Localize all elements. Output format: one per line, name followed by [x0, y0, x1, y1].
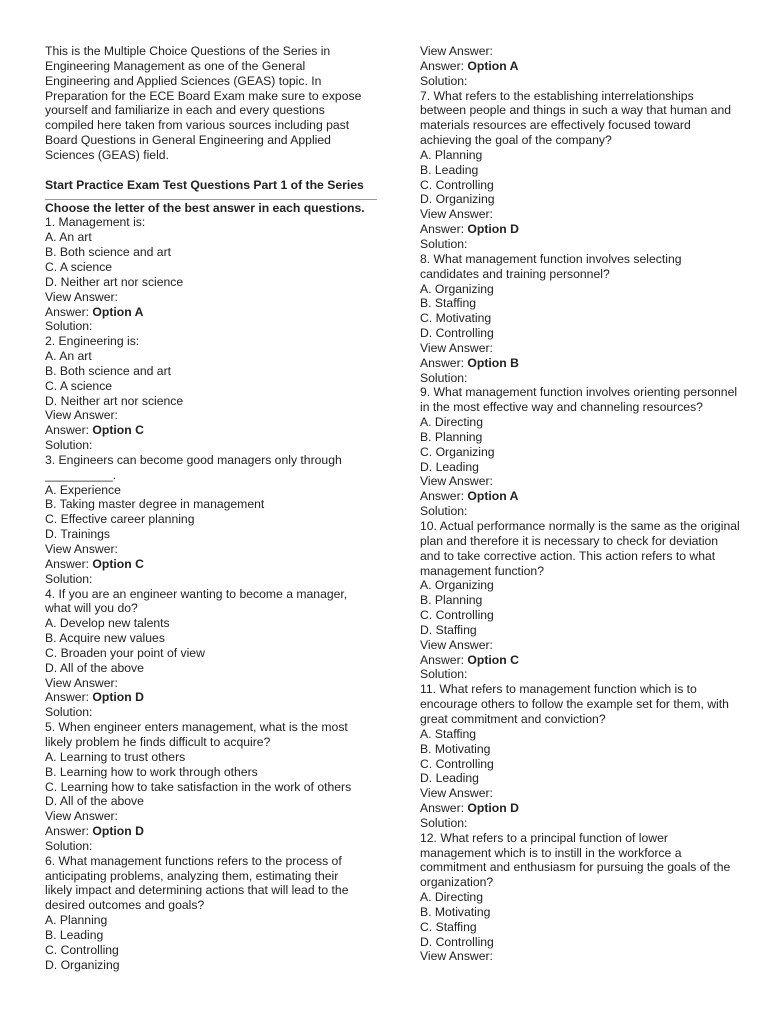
question-block [420, 831, 752, 965]
answer-line [45, 305, 377, 320]
answer-prefix: Answer: [420, 222, 468, 237]
left-column [45, 44, 377, 972]
answer-choice: B. Motivating [420, 741, 491, 756]
answer-choice: B. Leading [420, 162, 479, 177]
question-text: 8. What management function involves selecting [420, 251, 682, 266]
answer-line [45, 690, 377, 705]
answer-choice: D. Leading [420, 771, 479, 786]
view-answer-link[interactable]: View Answer: [45, 408, 118, 423]
view-answer-link[interactable]: View Answer: [420, 637, 493, 652]
answer-line [420, 489, 752, 504]
answer-option: Option D [92, 690, 144, 705]
solution-label: Solution: [45, 705, 93, 720]
answer-prefix: Answer: [420, 58, 468, 73]
solution-label: Solution: [45, 319, 93, 334]
question-text: management function? [420, 563, 544, 578]
view-answer-link[interactable]: View Answer: [45, 289, 118, 304]
answer-prefix: Answer: [45, 304, 93, 319]
question-block [45, 587, 377, 721]
answer-option: Option C [467, 652, 519, 667]
question-text: 12. What refers to a principal function of lower [420, 830, 668, 845]
question-text: 6. What management functions refers to the process of [45, 853, 342, 868]
intro-line: Engineering and Applied Sciences (GEAS) topic. In [45, 73, 322, 88]
answer-option: Option D [467, 801, 519, 816]
question-text: 2. Engineering is: [45, 334, 140, 349]
intro-line: Preparation for the ECE Board Exam make sure to expose [45, 88, 362, 103]
answer-choice: A. Develop new talents [45, 616, 170, 631]
answer-prefix: Answer: [45, 423, 93, 438]
answer-choice: C. Organizing [420, 444, 495, 459]
question-text: plan and therefore it is necessary to check for deviation [420, 533, 719, 548]
answer-option: Option C [92, 556, 144, 571]
answer-choice: C. Controlling [420, 608, 494, 623]
answer-choice: D. Staffing [420, 622, 477, 637]
answer-choice: A. An art [45, 349, 92, 364]
instruction-text: Choose the letter of the best answer in each questions. [45, 200, 365, 215]
answer-line [420, 59, 752, 74]
answer-choice: D. Organizing [45, 957, 120, 972]
answer-choice: B. Both science and art [45, 245, 172, 260]
answer-line [420, 356, 752, 371]
answer-choice: A. Learning to trust others [45, 749, 186, 764]
question-text: likely impact and determining actions that will lead to the [45, 883, 349, 898]
answer-choice: B. Learning how to work through others [45, 764, 258, 779]
question-block [420, 89, 752, 252]
answer-choice: A. An art [45, 230, 92, 245]
right-column [420, 44, 752, 964]
answer-line [420, 653, 752, 668]
answer-line [45, 824, 377, 839]
question-block [45, 453, 377, 587]
answer-choice: D. Trainings [45, 527, 111, 542]
answer-choice: B. Acquire new values [45, 631, 165, 646]
answer-option: Option A [467, 58, 519, 73]
question-text: between people and things in such a way that human and [420, 103, 732, 118]
answer-line [45, 423, 377, 438]
answer-choice: C. Effective career planning [45, 512, 195, 527]
answer-choice: B. Motivating [420, 904, 491, 919]
question-block [420, 682, 752, 830]
question-block [45, 720, 377, 854]
solution-label: Solution: [45, 438, 93, 453]
view-answer-link[interactable]: View Answer: [45, 542, 118, 556]
answer-prefix: Answer: [420, 652, 468, 667]
question-block [45, 215, 377, 334]
answer-choice: B. Staffing [420, 296, 477, 311]
answer-prefix: Answer: [420, 489, 468, 504]
view-answer-link[interactable]: View Answer: [420, 44, 493, 58]
question-text: 9. What management function involves orienting personnel [420, 385, 738, 400]
left-question-list [45, 215, 377, 972]
question-text: commitment and enthusiasm for pursuing the goals of the [420, 860, 731, 875]
answer-choice: C. Controlling [45, 942, 119, 957]
answer-choice: C. Learning how to take satisfaction in the work of others [45, 779, 352, 794]
answer-choice: A. Experience [45, 482, 121, 497]
question-text: desired outcomes and goals? [45, 898, 205, 913]
answer-choice: C. Motivating [420, 311, 492, 326]
question-text: organization? [420, 875, 494, 890]
answer-line [420, 222, 752, 237]
question-text: candidates and training personnel? [420, 266, 610, 281]
question-text: __________. [45, 467, 117, 482]
answer-choice: B. Taking master degree in management [45, 497, 265, 512]
view-answer-link[interactable]: View Answer: [420, 207, 493, 222]
intro-line: This is the Multiple Choice Questions of the Series in [45, 44, 331, 58]
question-text: encourage others to follow the example set for them, with [420, 697, 729, 712]
question-text: in the most effective way and channeling resources? [420, 400, 703, 415]
answer-choice: C. A science [45, 259, 113, 274]
solution-label: Solution: [420, 667, 468, 682]
answer-choice: D. Neither art nor science [45, 274, 184, 289]
intro-line: compiled here taken from various sources including past [45, 118, 350, 133]
question-block [420, 519, 752, 682]
answer-choice: D. Leading [420, 459, 479, 474]
answer-choice: A. Organizing [420, 578, 494, 593]
solution-label: Solution: [420, 73, 468, 88]
view-answer-link[interactable]: View Answer: [420, 949, 493, 964]
answer-choice: B. Planning [420, 429, 483, 444]
view-answer-link[interactable]: View Answer: [45, 809, 118, 824]
question-text: management which is to instill in the workforce a [420, 845, 682, 860]
answer-prefix: Answer: [45, 824, 93, 839]
answer-choice: A. Directing [420, 890, 483, 905]
answer-option: Option A [467, 489, 519, 504]
answer-choice: A. Planning [45, 913, 108, 928]
question-text: 11. What refers to management function which is to [420, 682, 697, 697]
answer-choice: C. A science [45, 378, 113, 393]
solution-label: Solution: [420, 815, 468, 830]
intro-line: Sciences (GEAS) field. [45, 147, 169, 162]
question-text: 10. Actual performance normally is the same as the original [420, 519, 740, 533]
question-text: 7. What refers to the establishing interrelationships [420, 88, 694, 103]
answer-choice: B. Leading [45, 927, 104, 942]
solution-label: Solution: [420, 504, 468, 519]
intro-line: Board Questions in General Engineering and Applied [45, 133, 331, 148]
answer-choice: C. Controlling [420, 756, 494, 771]
question-text: 3. Engineers can become good managers only through [45, 452, 342, 467]
question-text: anticipating problems, analyzing them, estimating their [45, 868, 339, 883]
answer-option: Option D [92, 824, 144, 839]
answer-option: Option A [92, 304, 144, 319]
answer-choice: D. All of the above [45, 794, 144, 809]
view-answer-link[interactable]: View Answer: [45, 675, 118, 690]
answer-choice: D. Neither art nor science [45, 393, 184, 408]
answer-prefix: Answer: [420, 801, 468, 816]
answer-prefix: Answer: [45, 690, 93, 705]
answer-option: Option B [467, 355, 519, 370]
answer-choice: B. Planning [420, 593, 483, 608]
question-text: materials resources are effectively focused toward [420, 118, 691, 133]
question-text: likely problem he finds difficult to acquire? [45, 734, 271, 749]
question-text: achieving the goal of the company? [420, 133, 612, 148]
solution-label: Solution: [420, 236, 468, 251]
answer-option: Option D [467, 222, 519, 237]
question-text: 5. When engineer enters management, what is the most [45, 720, 348, 735]
answer-choice: D. All of the above [45, 660, 144, 675]
answer-choice: A. Organizing [420, 281, 494, 296]
question-text: and to take corrective action. This action refers to what [420, 548, 716, 563]
answer-line [420, 801, 752, 816]
answer-choice: A. Directing [420, 415, 483, 430]
solution-label: Solution: [45, 571, 93, 586]
answer-option: Option C [92, 423, 144, 438]
solution-label: Solution: [420, 370, 468, 385]
right-question-list [420, 89, 752, 965]
question-block [420, 252, 752, 386]
answer-prefix: Answer: [420, 355, 468, 370]
view-answer-link[interactable]: View Answer: [420, 786, 493, 801]
answer-choice: D. Organizing [420, 192, 495, 207]
section-heading: Start Practice Exam Test Questions Part 1 of the Series [45, 178, 377, 200]
view-answer-link[interactable]: View Answer: [420, 340, 493, 355]
intro-line: yourself and familiarize in each and every questions [45, 103, 325, 118]
answer-choice: A. Staffing [420, 726, 477, 741]
question-text: 4. If you are an engineer wanting to become a manager, [45, 586, 348, 601]
solution-label: Solution: [45, 838, 93, 853]
answer-line [45, 557, 377, 572]
answer-choice: A. Planning [420, 147, 483, 162]
answer-choice: C. Broaden your point of view [45, 645, 205, 660]
answer-prefix: Answer: [45, 556, 93, 571]
intro-paragraph [45, 44, 377, 163]
view-answer-link[interactable]: View Answer: [420, 474, 493, 489]
answer-choice: C. Controlling [420, 177, 494, 192]
question-text: what will you do? [45, 601, 138, 616]
question-text: 1. Management is: [45, 215, 146, 230]
intro-line: Engineering Management as one of the General [45, 58, 306, 73]
answer-choice: D. Controlling [420, 934, 494, 949]
question-block [420, 385, 752, 519]
answer-choice: C. Staffing [420, 919, 477, 934]
answer-choice: D. Controlling [420, 326, 494, 341]
question-block [45, 334, 377, 453]
question-text: great commitment and conviction? [420, 711, 606, 726]
answer-choice: B. Both science and art [45, 363, 172, 378]
question-block [45, 854, 377, 973]
